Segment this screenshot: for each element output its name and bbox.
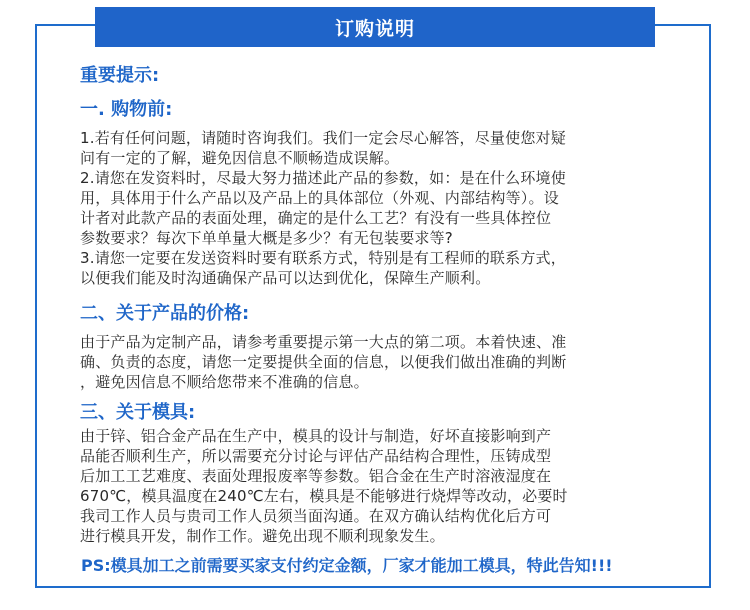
text-line: 以便我们能及时沟通确保产品可以达到优化，保障生产顺利。 [80, 269, 491, 287]
title-bar [95, 7, 655, 47]
section-body-before-purchase [80, 128, 566, 288]
text-line: 参数要求？每次下单单量大概是多少？有无包装要求等? [80, 229, 453, 247]
text-line: 我司工作人员与贵司工作人员须当面沟通。在双方确认结构优化后方可 [80, 507, 552, 525]
text-line: 进行模具开发，制作工作。避免出现不顺利现象发生。 [80, 527, 445, 545]
section-body-price [80, 332, 566, 392]
text-line: 品能否顺利生产，所以需要充分讨论与评估产品结构合理性，压铸成型 [80, 447, 552, 465]
text-line: 2.请您在发资料时，尽最大努力描述此产品的参数，如：是在什么环境使 [80, 169, 566, 187]
section-body-mold [80, 426, 568, 546]
text-line: 670℃，模具温度在240℃左右，模具是不能够进行烧焊等改动，必要时 [80, 487, 568, 505]
text-line: 由于锌、铝合金产品在生产中，模具的设计与制造，好坏直接影响到产 [80, 427, 552, 445]
section-heading-before-purchase: 一. 购物前: [80, 99, 173, 120]
text-line: 1.若有任何问题，请随时咨询我们。我们一定会尽心解答，尽量使您对疑 [80, 129, 566, 147]
ps-notice: PS:模具加工之前需要买家支付约定金额，厂家才能加工模具，特此告知!!! [81, 556, 613, 575]
text-line: 3.请您一定要在发送资料时要有联系方式，特别是有工程师的联系方式， [80, 249, 566, 267]
text-line: 用，具体用于什么产品以及产品上的具体部位（外观、内部结构等）。设 [80, 189, 559, 207]
text-line: 确、负责的态度，请您一定要提供全面的信息，以便我们做出准确的判断 [80, 353, 567, 371]
page-title: 订购说明 [334, 17, 415, 40]
text-line: ，避免因信息不顺给您带来不准确的信息。 [80, 373, 369, 391]
section-heading-price: 二、关于产品的价格: [80, 303, 250, 324]
text-line: 计者对此款产品的表面处理，确定的是什么工艺？有没有一些具体控位 [80, 209, 552, 227]
text-line: 由于产品为定制产品，请参考重要提示第一大点的第二项。本着快速、准 [80, 333, 567, 351]
text-line: 问有一定的了解，避免因信息不顺畅造成误解。 [80, 149, 400, 167]
important-heading: 重要提示: [80, 65, 160, 86]
text-line: 后加工工艺难度、表面处理报废率等参数。铝合金在生产时溶液湿度在 [80, 467, 552, 485]
section-heading-mold: 三、关于模具: [80, 402, 196, 423]
